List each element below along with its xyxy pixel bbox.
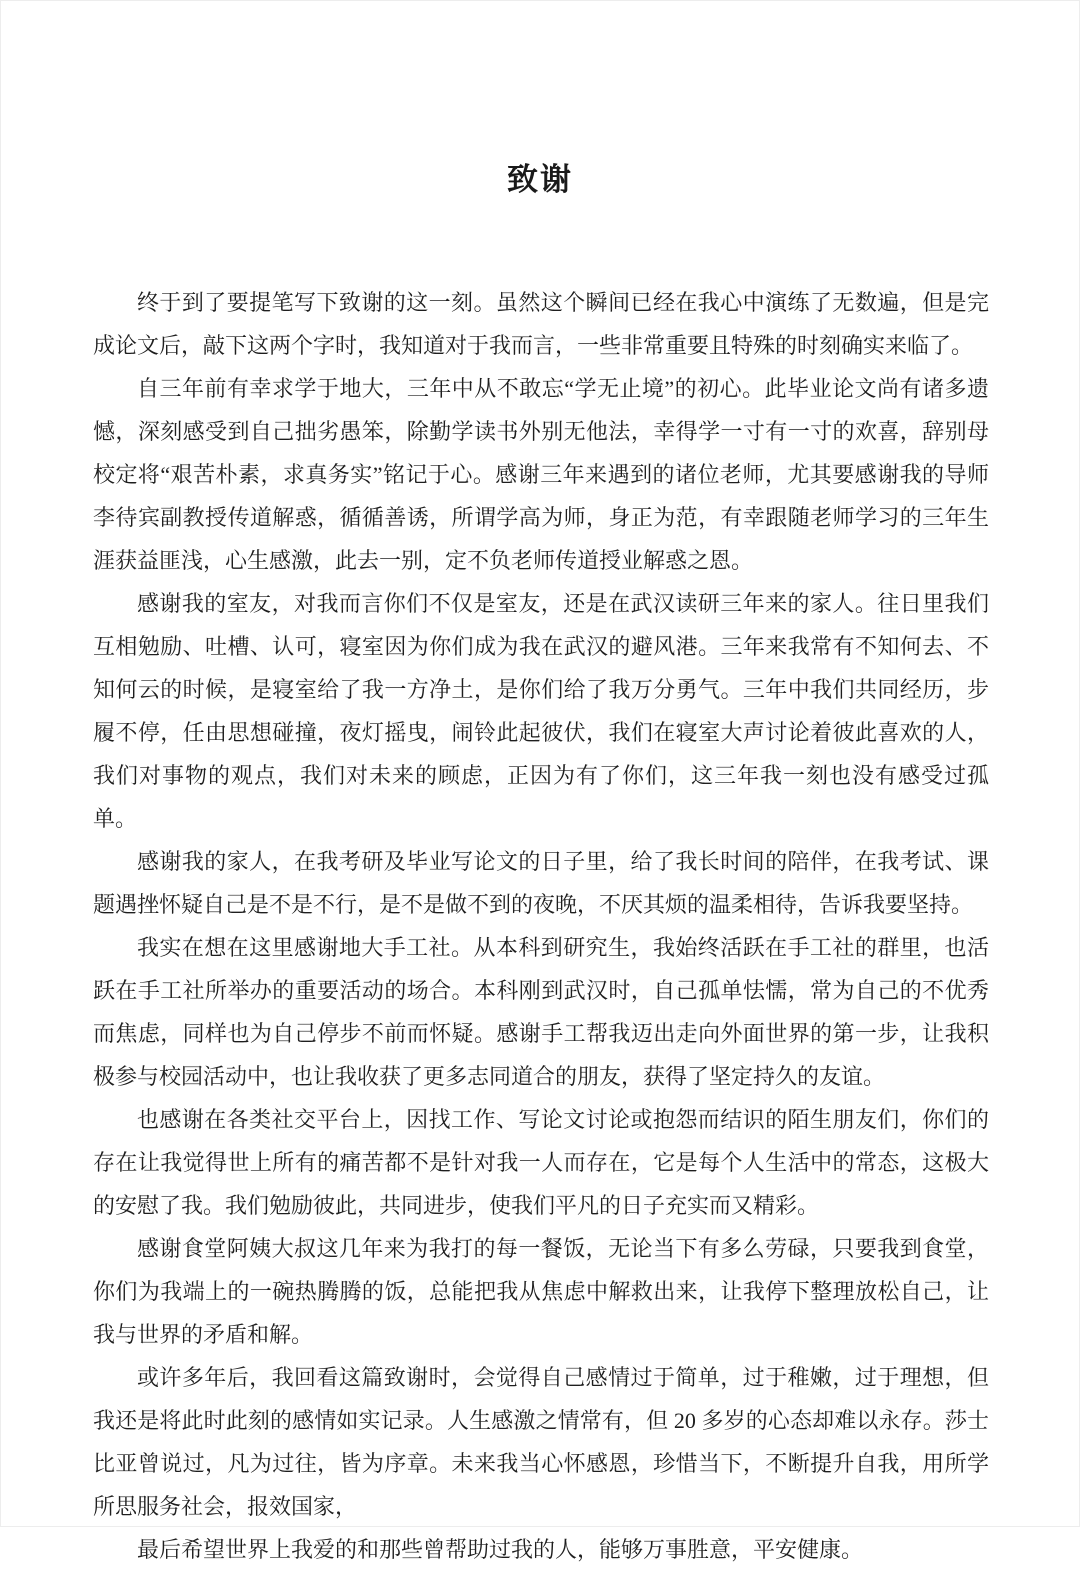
page-title: 致谢 bbox=[507, 162, 573, 197]
paragraph-handcraft-club: 我实在想在这里感谢地大手工社。从本科到研究生，我始终活跃在手工社的群里，也活跃在手工社所举办的重要活动的场合。本科刚到武汉时，自己孤单怯懦，常为自己的不优秀而焦虑，同样也为自己停步不前而怀疑。感谢手工帮我迈出走向外面世界的第一步，让我积极参与校园活动中，也让我收获了更多志同道合的朋友，获得了坚定持久的友谊。 bbox=[93, 935, 989, 1089]
paragraph-opening: 终于到了要提笔写下致谢的这一刻。虽然这个瞬间已经在我心中演练了无数遍，但是完成论文后，敲下这两个字时，我知道对于我而言，一些非常重要且特殊的时刻确实来临了。 bbox=[93, 290, 989, 358]
paragraph-school-advisor: 自三年前有幸求学于地大，三年中从不敢忘“学无止境”的初心。此毕业论文尚有诸多遗憾，深刻感受到自己拙劣愚笨，除勤学读书外别无他法，幸得学一寸有一寸的欢喜，辞别母校定将“艰苦朴素，求真务实”铭记于心。感谢三年来遇到的诸位老师，尤其要感谢我的导师李待宾副教授传道解惑，循循善诱，所谓学高为师，身正为范，有幸跟随老师学习的三年生涯获益匪浅，心生感激，此去一别，定不负老师传道授业解惑之恩。 bbox=[93, 376, 989, 573]
paragraph-closing-wish: 最后希望世界上我爱的和那些曾帮助过我的人，能够万事胜意，平安健康。 bbox=[137, 1537, 864, 1562]
paragraph-family: 感谢我的家人，在我考研及毕业写论文的日子里，给了我长时间的陪伴，在我考试、课题遇挫怀疑自己是不是不行，是不是做不到的夜晚，不厌其烦的温柔相待，告诉我要坚持。 bbox=[93, 849, 989, 917]
paragraph-canteen-staff: 感谢食堂阿姨大叔这几年来为我打的每一餐饭，无论当下有多么劳碌，只要我到食堂，你们为我端上的一碗热腾腾的饭，总能把我从焦虑中解救出来，让我停下整理放松自己，让我与世界的矛盾和解。 bbox=[93, 1236, 989, 1347]
paragraph-online-friends: 也感谢在各类社交平台上，因找工作、写论文讨论或抱怨而结识的陌生朋友们，你们的存在让我觉得世上所有的痛苦都不是针对我一人而存在，它是每个人生活中的常态，这极大的安慰了我。我们勉励彼此，共同进步，使我们平凡的日子充实而又精彩。 bbox=[93, 1107, 989, 1218]
paragraph-reflection: 或许多年后，我回看这篇致谢时，会觉得自己感情过于简单，过于稚嫩，过于理想，但我还是将此时此刻的感情如实记录。人生感激之情常有，但 20 多岁的心态却难以永存。莎士比亚曾说过，凡为过往，皆为序章。未来我当心怀感恩，珍惜当下，不断提升自我，用所学所思服务社会，报效国家， bbox=[93, 1365, 989, 1519]
paragraph-roommates: 感谢我的室友，对我而言你们不仅是室友，还是在武汉读研三年来的家人。往日里我们互相勉励、吐槽、认可，寝室因为你们成为我在武汉的避风港。三年来我常有不知何去、不知何云的时候，是寝室给了我一方净土，是你们给了我万分勇气。三年中我们共同经历，步履不停，任由思想碰撞，夜灯摇曳，闹铃此起彼伏，我们在寝室大声讨论着彼此喜欢的人，我们对事物的观点，我们对未来的顾虑，正因为有了你们，这三年我一刻也没有感受过孤单。 bbox=[93, 591, 989, 831]
acknowledgement-body bbox=[1, 281, 1079, 1571]
